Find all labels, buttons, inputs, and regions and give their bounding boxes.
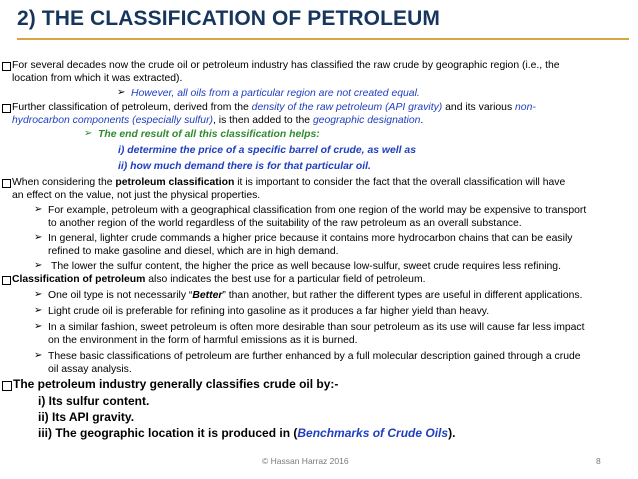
- para3-b2-line2: refined to make gasoline and diesel, which are in high demand.: [48, 246, 339, 257]
- benchmarks-link: Benchmarks of Crude Oils: [297, 426, 449, 440]
- arrow-bullet-icon: ➢: [34, 350, 43, 361]
- para3-b3: The lower the sulfur content, the higher the price as well because low-sulfur, sweet crude requires less refining.: [51, 261, 561, 272]
- title-divider: [17, 38, 629, 40]
- para3-b1-line1: For example, petroleum with a geographical classification from one region of the world may be expensive to transport: [48, 205, 587, 216]
- para2-geo: geographic designation: [312, 115, 421, 126]
- para3-line1: [12, 176, 565, 189]
- arrow-bullet-icon: ➢: [34, 289, 43, 300]
- para5-iii: [38, 427, 455, 440]
- para2-sulfur: hydrocarbon components (especially sulfur): [12, 115, 213, 126]
- para2-text: , is then added to the: [212, 115, 313, 126]
- para2-text: and its various: [442, 102, 516, 113]
- checkbox-bullet-icon: [2, 381, 12, 391]
- checkbox-bullet-icon: [2, 179, 11, 188]
- para4-b1: [48, 289, 582, 302]
- copyright: © Hassan Harraz 2016: [262, 456, 349, 466]
- para3-text: When considering the: [12, 177, 116, 188]
- para2-api-gravity: density of the raw petroleum (API gravity): [251, 102, 443, 113]
- para5-heading: The petroleum industry generally classifies crude oil by:-: [13, 377, 339, 391]
- para4-b1-text: ” than another, but rather the different types are useful in different applications.: [222, 290, 583, 301]
- para4-b2: Light crude oil is preferable for refining into gasoline as it produces a far higher yield than heavy.: [48, 306, 490, 317]
- para4-line1: [12, 273, 426, 286]
- para5-iii-text: iii) The geographic location it is produced in (: [38, 426, 298, 440]
- slide-title: 2) THE CLASSIFICATION OF PETROLEUM: [17, 7, 441, 30]
- para3-line2: an effect on the value, not just the physical properties.: [12, 190, 261, 201]
- para5-ii: ii) Its API gravity.: [38, 410, 135, 424]
- arrow-bullet-icon: ➢: [34, 305, 43, 316]
- arrow-bullet-icon: ➢: [84, 128, 93, 139]
- arrow-bullet-icon: ➢: [34, 204, 43, 215]
- para2-text: Further classification of petroleum, derived from the: [12, 102, 252, 113]
- para5-i: i) Its sulfur content.: [38, 394, 150, 408]
- para2-line1: [12, 101, 536, 114]
- para4-b4-line1: These basic classifications of petroleum are further enhanced by a full molecular description gained through a crude: [48, 351, 581, 362]
- para3-text: it is important to consider the fact that the overall classification will have: [234, 177, 566, 188]
- checkbox-bullet-icon: [2, 276, 11, 285]
- para2-sub-ii: ii) how much demand there is for that particular oil.: [118, 161, 371, 172]
- page-number: 8: [596, 456, 601, 466]
- para4-b3-line1: In a similar fashion, sweet petroleum is often more desirable than sour petroleum as its use will cause far less impact: [48, 322, 585, 333]
- para4-b3-line2: on the environment in the form of harmful emissions as it is burned.: [48, 335, 358, 346]
- checkbox-bullet-icon: [2, 62, 11, 71]
- arrow-bullet-icon: ➢: [34, 260, 43, 271]
- arrow-bullet-icon: ➢: [117, 87, 126, 98]
- para4-b1-better: Better: [192, 290, 223, 301]
- para1-line1: For several decades now the crude oil or petroleum industry has classified the raw crude by geographic region (i.e., the: [12, 60, 560, 71]
- para1-line2: location from which it was extracted).: [12, 73, 183, 84]
- para2-line2: [12, 114, 423, 127]
- para2-sub: The end result of all this classification helps:: [98, 129, 320, 140]
- para4-text: also indicates the best use for a particular field of petroleum.: [145, 274, 426, 285]
- para5-iii-text: ).: [448, 426, 456, 440]
- para4-b1-text: One oil type is not necessarily “: [48, 290, 193, 301]
- arrow-bullet-icon: ➢: [34, 321, 43, 332]
- para3-bold: petroleum classification: [115, 177, 235, 188]
- para2-text: .: [420, 115, 424, 126]
- para2-sub-i: i) determine the price of a specific barrel of crude, as well as: [118, 145, 416, 156]
- checkbox-bullet-icon: [2, 104, 11, 113]
- para3-b2-line1: In general, lighter crude commands a higher price because it contains more hydrocarbon chains that can be easily: [48, 233, 573, 244]
- para3-b1-line2: to another region of the world regardless of the suitability of the raw petroleum as an overall substance.: [48, 218, 522, 229]
- para4-bold: Classification of petroleum: [12, 274, 146, 285]
- arrow-bullet-icon: ➢: [34, 232, 43, 243]
- para4-b4-line2: oil assay analysis.: [48, 364, 132, 375]
- para2-non: non-: [515, 102, 536, 113]
- para1-sub: However, all oils from a particular region are not created equal.: [131, 88, 420, 99]
